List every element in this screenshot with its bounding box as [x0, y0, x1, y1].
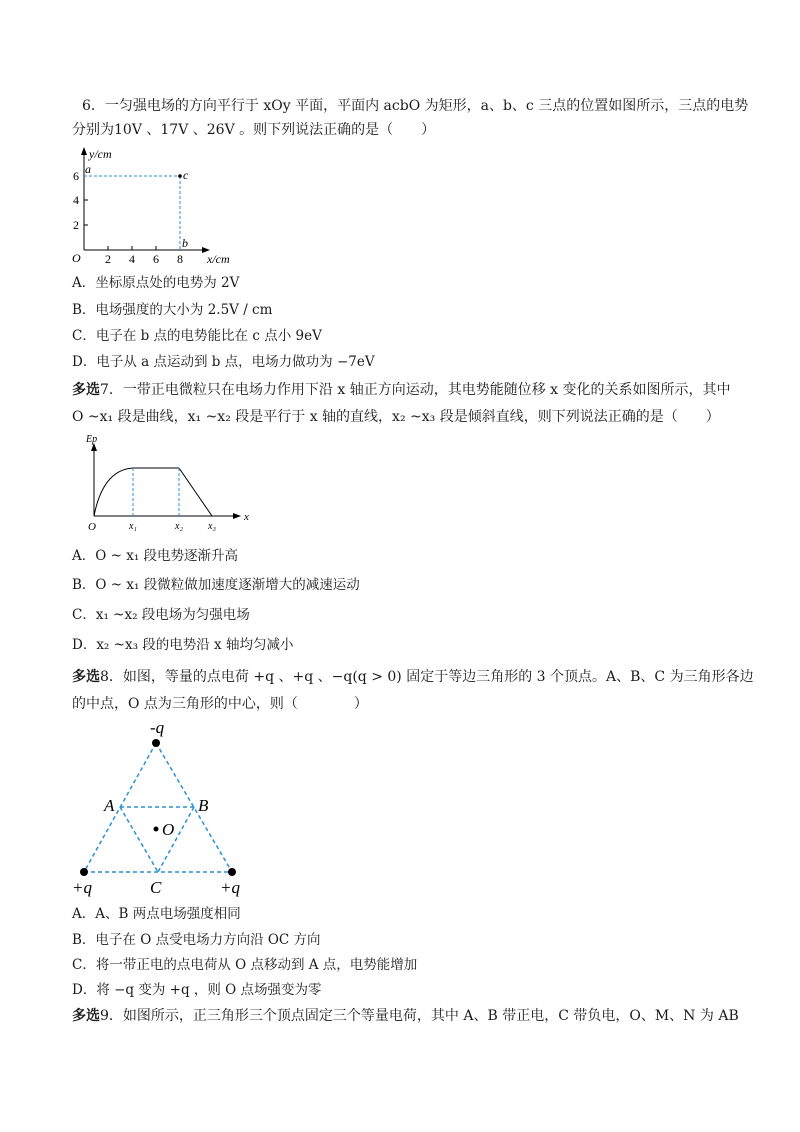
q6-origin-label: O	[72, 251, 81, 265]
q8-label-o: O	[162, 820, 175, 839]
q6-option-d: D．电子从 a 点运动到 b 点，电场力做功为 −7eV	[72, 354, 375, 370]
q8-option-d: D．将 −q 变为 +q ，则 O 点场强变为零	[72, 982, 322, 998]
q6-y-axis-label: y/cm	[89, 147, 112, 161]
q7-option-c: C．x₁ ~x₂ 段电场为匀强电场	[72, 607, 250, 623]
q6-point-c	[178, 174, 182, 178]
q6-label-a: a	[85, 162, 91, 176]
q7-y-axis-label: Ep	[86, 434, 98, 445]
q7-option-a: A．O ~ x₁ 段电势逐渐升高	[72, 548, 239, 564]
q7-x-arrow	[233, 513, 241, 519]
q6-option-b: B．电场强度的大小为 2.5V / cm	[72, 302, 273, 318]
q8-option-c: C．将一带正电的点电荷从 O 点移动到 A 点，电势能增加	[72, 957, 418, 973]
q8-center-o	[154, 827, 159, 832]
q7-tick-x3: x₃	[208, 521, 216, 532]
q6-y-arrow	[81, 147, 87, 155]
q7-tag: 多选	[72, 382, 100, 398]
q8-option-a: A．A、B 两点电场强度相同	[72, 906, 241, 922]
q8-label-right-charge: +q	[220, 878, 240, 897]
q7-origin-label: O	[88, 521, 96, 533]
q6-label-b: b	[182, 236, 188, 250]
q8-label-top-charge: -q	[150, 718, 165, 737]
q6-option-a: A．坐标原点处的电势为 2V	[72, 275, 240, 291]
q6-x-axis-label: x/cm	[207, 252, 230, 266]
q9-stem-line1: 多选9．如图所示，正三角形三个顶点固定三个等量电荷，其中 A、B 带正电，C 带负电，O、M、N 为 AB	[72, 1008, 739, 1024]
q8-label-a: A	[104, 796, 115, 815]
q7-option-d: D．x₂ ~x₃ 段的电势沿 x 轴均匀减小	[72, 637, 294, 653]
q8-charge-right	[228, 868, 236, 876]
q7-x-axis-label: x	[244, 511, 249, 523]
q8-label-left-charge: +q	[72, 878, 92, 897]
q8-mid-bc	[158, 807, 194, 872]
q7-slope-x2-x3	[179, 468, 212, 516]
q8-charge-top	[152, 739, 160, 747]
q8-tag: 多选	[72, 669, 100, 685]
q7-curve-o-x1	[94, 468, 133, 516]
q7-tick-x1: x₁	[129, 521, 137, 532]
q6-stem-line2: 分别为10V 、17V 、26V 。则下列说法正确的是（ ）	[72, 122, 436, 138]
q7-stem-line2: O ~x₁ 段是曲线，x₁ ~x₂ 段是平行于 x 轴的直线，x₂ ~x₃ 段是倾斜直线，则下列说法正确的是（ ）	[72, 409, 720, 425]
q8-label-c: C	[150, 878, 162, 897]
q6-y-tick-6: 6	[73, 169, 79, 183]
q6-graph	[70, 145, 260, 270]
q6-y-tick-2: 2	[73, 218, 79, 232]
q7-option-b: B．O ~ x₁ 段微粒做加速度逐渐增大的减速运动	[72, 577, 360, 593]
q9-tag: 多选	[72, 1008, 100, 1024]
q8-triangle-figure	[70, 715, 260, 900]
q6-x-tick-8: 8	[177, 252, 183, 266]
q8-label-b: B	[198, 796, 209, 815]
q6-x-tick-4: 4	[129, 252, 135, 266]
q7-stem-line1: 多选7．一带正电微粒只在电场力作用下沿 x 轴正方向运动，其电势能随位移 x 变化的关系如图所示，其中	[72, 382, 731, 398]
q6-y-tick-4: 4	[73, 193, 79, 207]
q7-graph	[78, 432, 268, 532]
q6-option-c: C．电子在 b 点的电势能比在 c 点小 9eV	[72, 328, 322, 344]
q8-mid-ac	[120, 807, 158, 872]
q7-tick-x2: x₂	[175, 521, 183, 532]
q8-option-b: B．电子在 O 点受电场力方向沿 OC 方向	[72, 932, 321, 948]
q6-label-c: c	[183, 168, 189, 182]
q6-x-tick-2: 2	[105, 252, 111, 266]
q8-stem-line1: 多选8．如图，等量的点电荷 +q 、+q 、−q(q > 0) 固定于等边三角形的 3 个顶点。A、B、C 为三角形各边	[72, 669, 754, 685]
q8-stem-line2: 的中点，O 点为三角形的中心，则（ ）	[72, 696, 368, 712]
q8-charge-left	[80, 868, 88, 876]
q6-stem-line1: 6．一匀强电场的方向平行于 xOy 平面，平面内 acbO 为矩形，a、b、c 三点的位置如图所示，三点的电势	[82, 98, 749, 114]
q6-x-tick-6: 6	[153, 252, 159, 266]
